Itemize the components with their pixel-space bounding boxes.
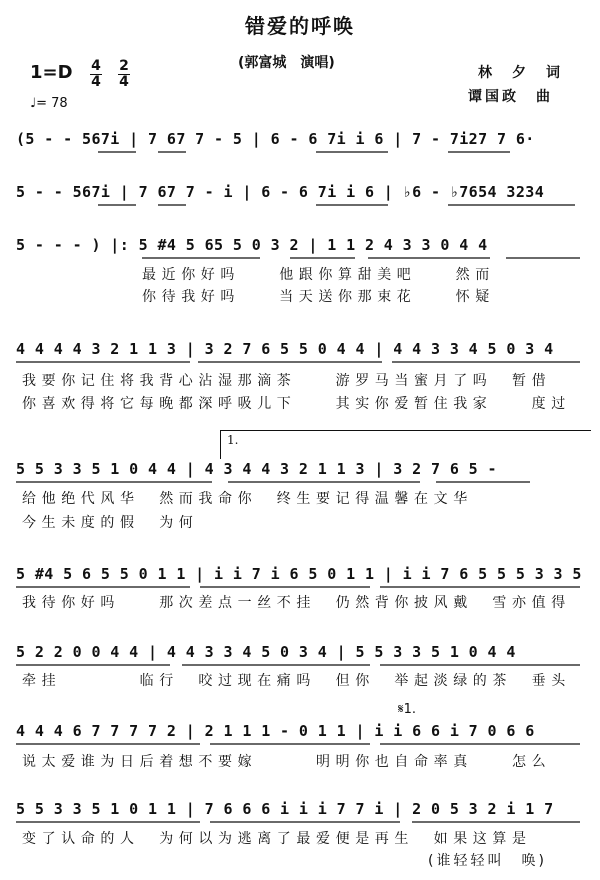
lyric-line-1b: 你待我好吗 当天送你那束花 怀疑 <box>142 289 495 305</box>
staff-line-4: 4 4 4 4 3 2 1 1 3 | 3 2 7 6 5 5 0 4 4 | 4 4 3 3 4 5 0 3 4 <box>16 340 554 358</box>
lyric-line-2b: 你喜欢得将它每晚都深呼吸儿下 其实你爱暂住我家 度过 <box>22 396 571 412</box>
staff-line-3: 5 - - - ) |: 5 #4 5 65 5 0 3 2 | 1 1 2 4 3 3 0 4 4 <box>16 236 488 254</box>
key-signature: 1=D <box>30 62 73 83</box>
volta-label: 1. <box>227 433 239 447</box>
staff-line-1: (5 - - 567i | 7 67 7 - 5 | 6 - 6 7i i 6 | 7 - 7i27 7 6· <box>16 130 535 148</box>
staff-line-5: 5 5 3 3 5 1 0 4 4 | 4 3 4 4 3 2 1 1 3 | 3 2 7 6 5 - <box>16 460 497 478</box>
composer-credit: 谭国政 曲 <box>468 89 553 105</box>
lyric-line-7: 变了认命的人 为何以为逃离了最爱便是再生 如果这算是 <box>22 831 532 847</box>
song-title: 错爱的呼唤 <box>245 14 355 38</box>
lyricist-credit: 林 夕 词 <box>478 65 563 81</box>
tempo-marking: ♩= 78 <box>30 96 68 111</box>
staff-line-2: 5 - - 567i | 7 67 7 - i | 6 - 6 7i i 6 | ♭6 - ♭7654 3234 <box>16 183 545 201</box>
time-sig-numerator: 2 <box>119 58 129 74</box>
lyric-line-1a: 最近你好吗 他跟你算甜美吧 然而 <box>142 267 495 283</box>
lyric-line-4: 我待你好吗 那次差点一丝不挂 仍然背你披风戴 雪亦值得 <box>22 595 571 611</box>
lyric-line-3a: 给他绝代风华 然而我命你 终生要记得温馨在文华 <box>22 491 473 507</box>
staff-line-8: 4 4 4 6 7 7 7 7 2 | 2 1 1 1 - 0 1 1 | i i 6 6 i 7 0 6 6 <box>16 722 535 740</box>
lyric-line-3b: 今生未度的假 为何 <box>22 515 199 531</box>
ending-note: (谁轻轻叫 唤) <box>428 853 547 869</box>
lyric-line-6: 说太爱谁为日后着想不要嫁 明明你也自命率真 怎么 <box>22 754 552 770</box>
staff-line-9: 5 5 3 3 5 1 0 1 1 | 7 6 6 6 i i i 7 7 i | 2 0 5 3 2 i 1 7 <box>16 800 554 818</box>
segno-mark: 𝄋1. <box>398 702 416 717</box>
lyric-line-2a: 我要你记住将我背心沾湿那滴茶 游罗马当蜜月了吗 暂借 <box>22 373 552 389</box>
staff-line-7: 5 2 2 0 0 4 4 | 4 4 3 3 4 5 0 3 4 | 5 5 3 3 5 1 0 4 4 <box>16 643 516 661</box>
singer-credit: (郭富城 演唱) <box>238 55 335 71</box>
time-sig-denominator: 4 <box>119 74 129 90</box>
staff-line-6: 5 #4 5 6 5 5 0 1 1 | i i 7 i 6 5 0 1 1 | i i 7 6 5 5 5 3 3 5 <box>16 565 582 583</box>
lyric-line-5: 牵挂 临行 咬过现在痛吗 但你 举起淡绿的茶 垂头 <box>22 673 571 689</box>
time-sig-denominator: 4 <box>91 74 101 90</box>
time-sig-numerator: 4 <box>91 58 101 74</box>
